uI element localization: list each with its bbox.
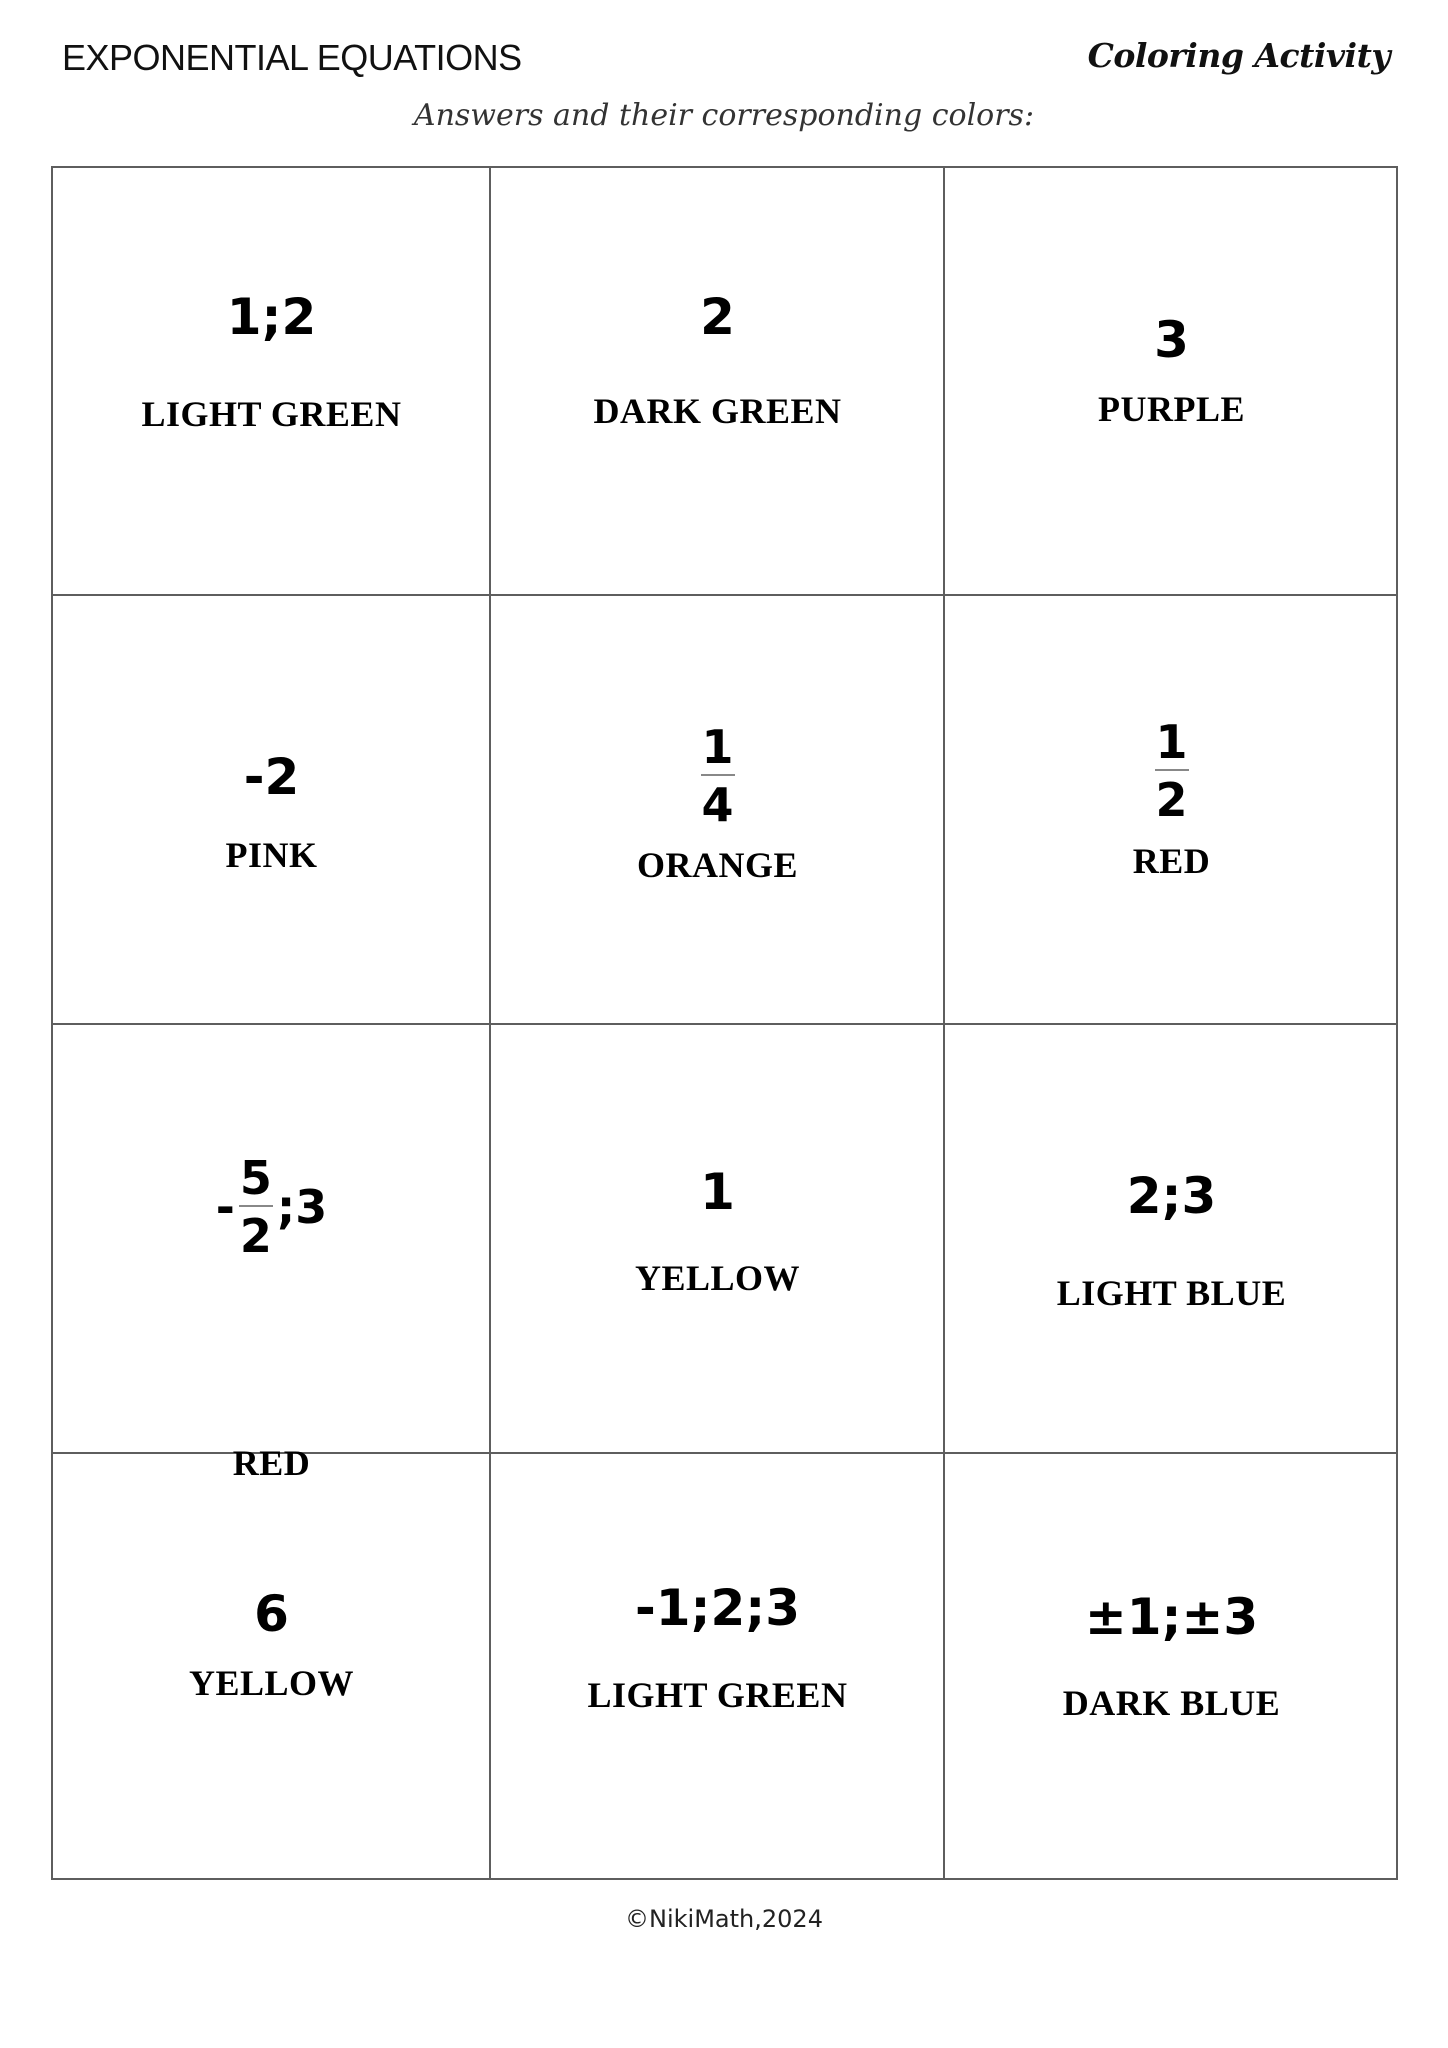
color-label: YELLOW bbox=[188, 1663, 355, 1703]
fraction-bar bbox=[239, 1205, 273, 1207]
activity-label: Coloring Activity bbox=[1087, 36, 1390, 75]
answer-value: 3 bbox=[1154, 311, 1189, 369]
answer-value: 6 bbox=[254, 1585, 289, 1643]
table-cell bbox=[945, 168, 1398, 595]
table-cell bbox=[53, 1025, 490, 1483]
color-label: PURPLE bbox=[1098, 389, 1245, 429]
fraction-numerator: 1 bbox=[701, 720, 734, 774]
color-label: LIGHT GREEN bbox=[587, 1675, 848, 1715]
answer-prefix: - bbox=[215, 1180, 235, 1234]
answer-value: 2;3 bbox=[1126, 1167, 1217, 1225]
table-cell bbox=[53, 1454, 490, 1880]
fraction-denominator: 2 bbox=[239, 1209, 272, 1263]
color-label: RED bbox=[1132, 841, 1211, 881]
table-cell bbox=[491, 1025, 944, 1452]
answer-mixed bbox=[53, 1151, 490, 1263]
table-cell bbox=[945, 596, 1398, 1023]
answer-fraction bbox=[945, 715, 1398, 827]
table-cell bbox=[945, 1454, 1398, 1880]
answer-color-table bbox=[51, 166, 1398, 1880]
color-label: DARK GREEN bbox=[593, 391, 842, 431]
fraction-numerator: 5 bbox=[239, 1151, 272, 1205]
color-label: LIGHT BLUE bbox=[1056, 1273, 1287, 1313]
subtitle: Answers and their corresponding colors: bbox=[413, 98, 1035, 133]
answer-fraction bbox=[491, 720, 944, 832]
answer-value: ±1;±3 bbox=[1084, 1588, 1259, 1646]
answer-value: 2 bbox=[700, 288, 735, 346]
table-cell bbox=[491, 596, 944, 1023]
color-label: YELLOW bbox=[634, 1258, 801, 1298]
table-cell bbox=[53, 168, 490, 595]
color-label: PINK bbox=[225, 835, 318, 875]
fraction-denominator: 2 bbox=[1155, 773, 1188, 827]
table-cell bbox=[491, 168, 944, 595]
answer-value: -1;2;3 bbox=[634, 1579, 801, 1637]
fraction-denominator: 4 bbox=[701, 778, 734, 832]
answer-value: 1;2 bbox=[226, 288, 317, 346]
worksheet-title: EXPONENTIAL EQUATIONS bbox=[62, 37, 522, 78]
fraction-numerator: 1 bbox=[1155, 715, 1188, 769]
table-cell bbox=[53, 596, 490, 1023]
color-label: RED bbox=[232, 1443, 311, 1483]
color-label: LIGHT GREEN bbox=[141, 394, 402, 434]
fraction-bar bbox=[1155, 769, 1189, 771]
copyright-footer: ©NikiMath,2024 bbox=[625, 1905, 823, 1933]
fraction-bar bbox=[701, 774, 735, 776]
table-cell bbox=[491, 1454, 944, 1880]
color-label: ORANGE bbox=[636, 845, 798, 885]
answer-suffix: ;3 bbox=[276, 1180, 328, 1234]
table-cell bbox=[945, 1025, 1398, 1452]
color-label: DARK BLUE bbox=[1062, 1683, 1281, 1723]
answer-value: -2 bbox=[243, 748, 300, 806]
answer-value: 1 bbox=[700, 1163, 735, 1221]
